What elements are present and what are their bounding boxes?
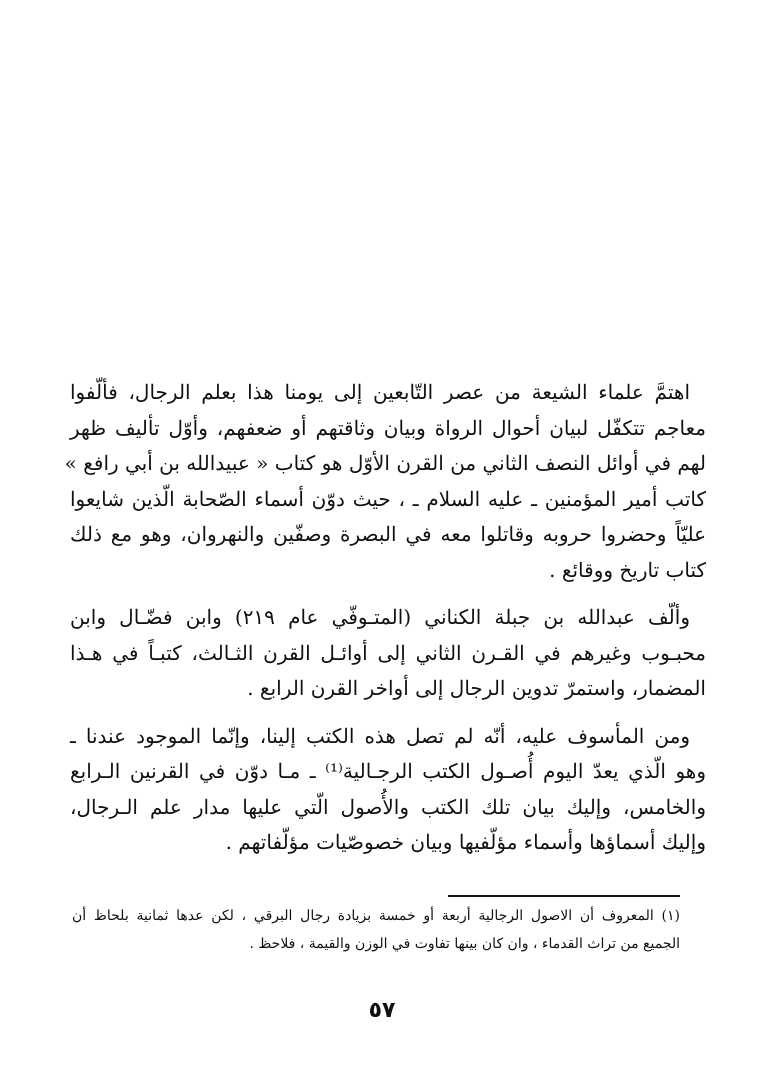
footnote-line: الجميع من تراث القدماء ، وان كان بينها تفاوت في الوزن والقيمة ، فلاحظ . <box>249 936 680 952</box>
text-line: عليّاً وحضروا حروبه وقاتلوا معه في البصرة وصفّين والنهروان، وهو مع ذلك <box>70 522 706 546</box>
paragraph-3 <box>70 719 706 861</box>
text-line: اهتمَّ علماء الشيعة من عصر التّابعين إلى يومنا هذا بعلم الرجال، فألّفوا <box>70 380 690 404</box>
text-line: وإليك أسماؤها وأسماء مؤلّفيها وبيان خصوصّيات مؤلّفاتهم . <box>225 830 706 854</box>
text-line: وهو الّذي يعدّ اليوم أُصـول الكتب الرجـالية⁽¹⁾ ـ مـا دوّن في القرنين الـرابع <box>70 759 706 783</box>
footnote <box>72 902 680 958</box>
text-line: كتاب تاريخ ووقائع . <box>549 557 706 582</box>
text-line: ومن المأسوف عليه، أنّه لم تصل هذه الكتب إلينا، وإنّما الموجود عندنا ـ <box>70 723 690 748</box>
text-line: وألّف عبدالله بن جبلة الكناني (المتـوفّي عام ٢١٩) وابن فضّـال وابن <box>70 605 690 629</box>
body-text <box>64 375 706 873</box>
footnote-line: (١) المعروف أن الاصول الرجالية أربعة أو خمسة بزيادة رجال البرقي ، لكن عدها ثمانية بلحاظ أن <box>72 908 680 924</box>
text-line: والخامس، وإليك بيان تلك الكتب والأُصول الّتي عليها مدار علم الـرجال، <box>70 794 706 819</box>
footnote-divider <box>448 895 680 897</box>
paragraph-1 <box>64 375 706 588</box>
text-line: لهم في أوائل النصف الثاني من القرن الأوّل هو كتاب « عبيدالله بن أبي رافع » <box>64 451 706 475</box>
text-line: معاجم تتكفّل لبيان أحوال الرواة وبيان وثاقتهم أو ضعفهم، وأوّل تأليف ظهر <box>70 415 706 440</box>
text-line: محبـوب وغيرهم في القـرن الثاني إلى أوائـل القرن الثـالث، كتبـاً في هـذا <box>70 640 706 665</box>
text-line: كاتب أمير المؤمنين ـ عليه السلام ـ ، حيث دوّن أسماء الصّحابة الّذين شايعوا <box>70 486 706 511</box>
page-number: ٥٧ <box>368 998 396 1023</box>
paragraph-2 <box>70 600 706 707</box>
text-line: المضمار، واستمرّ تدوين الرجال إلى أواخر القرن الرابع . <box>247 676 706 700</box>
